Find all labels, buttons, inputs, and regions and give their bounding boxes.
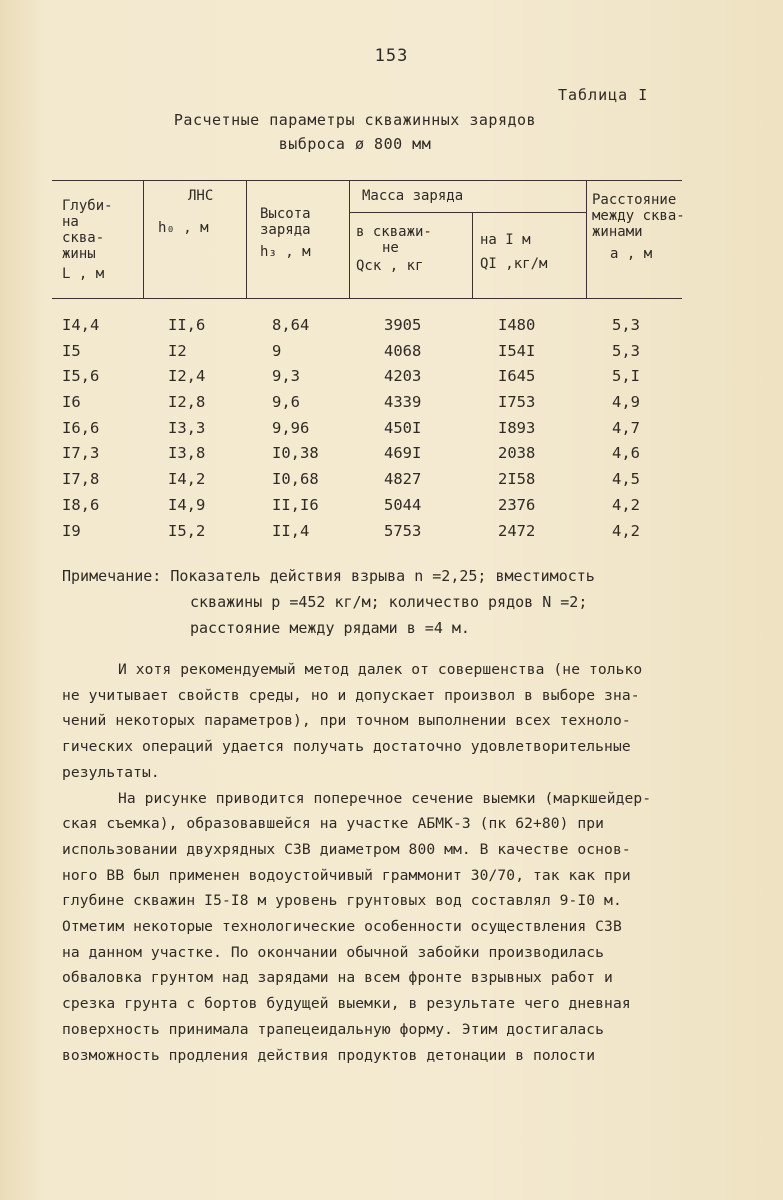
- text-line: срезка грунта с бортов будущей выемки, в результате чего дневная: [62, 995, 631, 1013]
- header-spacing: [592, 192, 688, 262]
- header-spacing-line: жинами: [592, 224, 643, 240]
- table-cell: I7,8: [62, 470, 100, 489]
- mass-sub-rule: [350, 212, 586, 213]
- col-divider: [143, 180, 144, 298]
- header-top-rule: [52, 180, 682, 181]
- header-mass-well: [356, 224, 470, 274]
- text-line: поверхность принимала трапецеидальную форму. Этим достигалась: [62, 1020, 605, 1038]
- header-spacing-line: между сква-: [592, 208, 685, 224]
- header-depth: [62, 198, 140, 282]
- text-line: возможность продления действия продуктов детонации в полости: [62, 1046, 596, 1064]
- text-line: чений некоторых параметров), при точном выполнении всех техноло-: [62, 712, 631, 730]
- table-cell: I6: [62, 393, 81, 412]
- table-title-line: Расчетные параметры скважинных зарядов: [173, 111, 537, 129]
- table-cell: 8,64: [272, 316, 310, 334]
- header-mass: [362, 188, 582, 204]
- body-text: [62, 657, 742, 1068]
- table-cell: 2376: [498, 495, 536, 514]
- table-cell: I4,2: [168, 470, 206, 489]
- table-cell: 9: [272, 341, 282, 360]
- table-row: [0, 444, 783, 470]
- header-depth-line: Глуби-: [62, 198, 113, 214]
- table-cell: 4339: [384, 393, 422, 412]
- header-mass-per-m-line: на I м: [480, 232, 531, 248]
- col-divider: [349, 180, 350, 298]
- table-cell: I8,6: [62, 495, 100, 514]
- table-cell: I4,9: [168, 495, 206, 514]
- table-cell: 4068: [384, 341, 422, 360]
- header-mass-line: Масса заряда: [362, 188, 464, 204]
- header-depth-line: жины: [62, 246, 96, 262]
- header-mass-well-line: в скважи-: [356, 224, 432, 240]
- table-cell: II,4: [272, 521, 310, 540]
- header-lns-line: ЛНС: [188, 188, 214, 204]
- header-height-line: заряда: [260, 222, 311, 238]
- table-row: [0, 496, 783, 522]
- header-mass-well-line: Qск , кг: [356, 258, 424, 274]
- table-cell: I5: [62, 341, 81, 360]
- table-cell: 2472: [498, 521, 536, 540]
- col-divider: [472, 212, 473, 298]
- page-number: 153: [374, 46, 409, 66]
- table-cell: 4,6: [612, 444, 640, 463]
- table-cell: 4827: [384, 470, 422, 489]
- col-divider: [586, 180, 587, 298]
- note-line: расстояние между рядами в =4 м.: [190, 619, 470, 637]
- table-cell: I2: [168, 341, 187, 360]
- table-cell: I9: [62, 521, 81, 540]
- table-cell: I4,4: [62, 316, 100, 334]
- table-cell: 9,3: [272, 367, 300, 386]
- header-height-line: h₃ , м: [260, 244, 311, 260]
- table-cell: I753: [498, 393, 536, 412]
- table-cell: 4,2: [612, 495, 640, 514]
- table-cell: I2,4: [168, 367, 206, 386]
- table-cell: 4,2: [612, 521, 640, 540]
- header-height-line: Высота: [260, 206, 311, 222]
- table-cell: 4,9: [612, 393, 640, 412]
- table-cell: 4203: [384, 367, 422, 386]
- table-row: [0, 393, 783, 419]
- header-lns-line: h₀ , м: [158, 220, 209, 236]
- table-cell: I0,68: [272, 470, 319, 489]
- table-cell: I5,6: [62, 367, 100, 386]
- header-spacing-line: a , м: [610, 246, 653, 262]
- table-cell: I480: [498, 316, 536, 334]
- text-line: гических операций удается получать достаточно удовлетворительные: [62, 738, 631, 756]
- text-line: обваловка грунтом над зарядами на всем фронте взрывных работ и: [62, 969, 613, 987]
- table-label: Таблица I: [558, 86, 649, 104]
- text-line: глубине скважин I5-I8 м уровень грунтовых вод составлял 9-I0 м.: [62, 892, 622, 910]
- table-cell: I7,3: [62, 444, 100, 463]
- table-row: [0, 316, 783, 342]
- table-cell: 469I: [384, 444, 422, 463]
- table-cell: 5,I: [612, 367, 640, 386]
- text-line: И хотя рекомендуемый метод далек от совершенства (не только: [118, 661, 643, 678]
- table-cell: II,6: [168, 316, 206, 334]
- table-cell: 5,3: [612, 341, 640, 360]
- header-mass-well-line: не: [382, 240, 399, 256]
- header-depth-line: L , м: [62, 266, 105, 282]
- table-cell: I54I: [498, 341, 536, 360]
- table-cell: II,I6: [272, 495, 319, 514]
- note-line: Примечание: Показатель действия взрыва n =2,25; вместимость: [62, 567, 595, 585]
- table-cell: I645: [498, 367, 536, 386]
- table-row: [0, 522, 783, 548]
- text-line: ного ВВ был применен водоустойчивый граммонит 30/70, так как при: [62, 866, 631, 884]
- table-cell: 9,96: [272, 418, 310, 437]
- text-line: использовании двухрядных СЗВ диаметром 800 мм. В качестве основ-: [62, 840, 631, 858]
- table-cell: 9,6: [272, 393, 300, 412]
- table-body: [0, 316, 783, 547]
- table-row: [0, 419, 783, 445]
- note-line: скважины p =452 кг/м; количество рядов N =2;: [190, 593, 588, 611]
- table-row: [0, 470, 783, 496]
- text-line: Отметим некоторые технологические особенности осуществления СЗВ: [62, 918, 622, 936]
- header-mass-per-m: [480, 232, 584, 272]
- header-bottom-rule: [52, 298, 682, 299]
- table-cell: I3,3: [168, 418, 206, 437]
- table-cell: I0,38: [272, 444, 319, 463]
- table-cell: I3,8: [168, 444, 206, 463]
- table-note: [62, 563, 742, 641]
- header-depth-line: на: [62, 214, 79, 230]
- table-cell: 5,3: [612, 316, 640, 334]
- table-title-line: выброса ø 800 мм: [278, 135, 432, 153]
- header-lns: [158, 188, 244, 236]
- header-spacing-line: Расстояние: [592, 192, 677, 208]
- table-cell: I6,6: [62, 418, 100, 437]
- table-cell: I5,2: [168, 521, 206, 540]
- table-cell: 2I58: [498, 470, 536, 489]
- header-mass-per-m-line: QI ,кг/м: [480, 256, 548, 272]
- table-cell: 5753: [384, 521, 422, 540]
- text-line: не учитывает свойств среды, но и допускает произвол в выборе зна-: [62, 686, 640, 704]
- table-cell: I893: [498, 418, 536, 437]
- table-cell: 450I: [384, 418, 422, 437]
- table-cell: 5044: [384, 495, 422, 514]
- table-row: [0, 342, 783, 368]
- table-row: [0, 367, 783, 393]
- text-line: результаты.: [62, 763, 160, 781]
- col-divider: [246, 180, 247, 298]
- text-line: На рисунке приводится поперечное сечение выемки (маркшейдер-: [118, 789, 652, 807]
- table-cell: 3905: [384, 316, 422, 334]
- table-cell: 4,5: [612, 470, 640, 489]
- text-line: на данном участке. По окончании обычной забойки производилась: [62, 943, 605, 961]
- table-cell: 4,7: [612, 418, 640, 437]
- header-height: [260, 206, 346, 260]
- table-cell: 2038: [498, 444, 536, 463]
- text-line: ская съемка), образовавшейся на участке АБМК-3 (пк 62+80) при: [62, 815, 605, 833]
- header-depth-line: сква-: [62, 230, 105, 246]
- table-title: [130, 108, 580, 156]
- table-cell: I2,8: [168, 393, 206, 412]
